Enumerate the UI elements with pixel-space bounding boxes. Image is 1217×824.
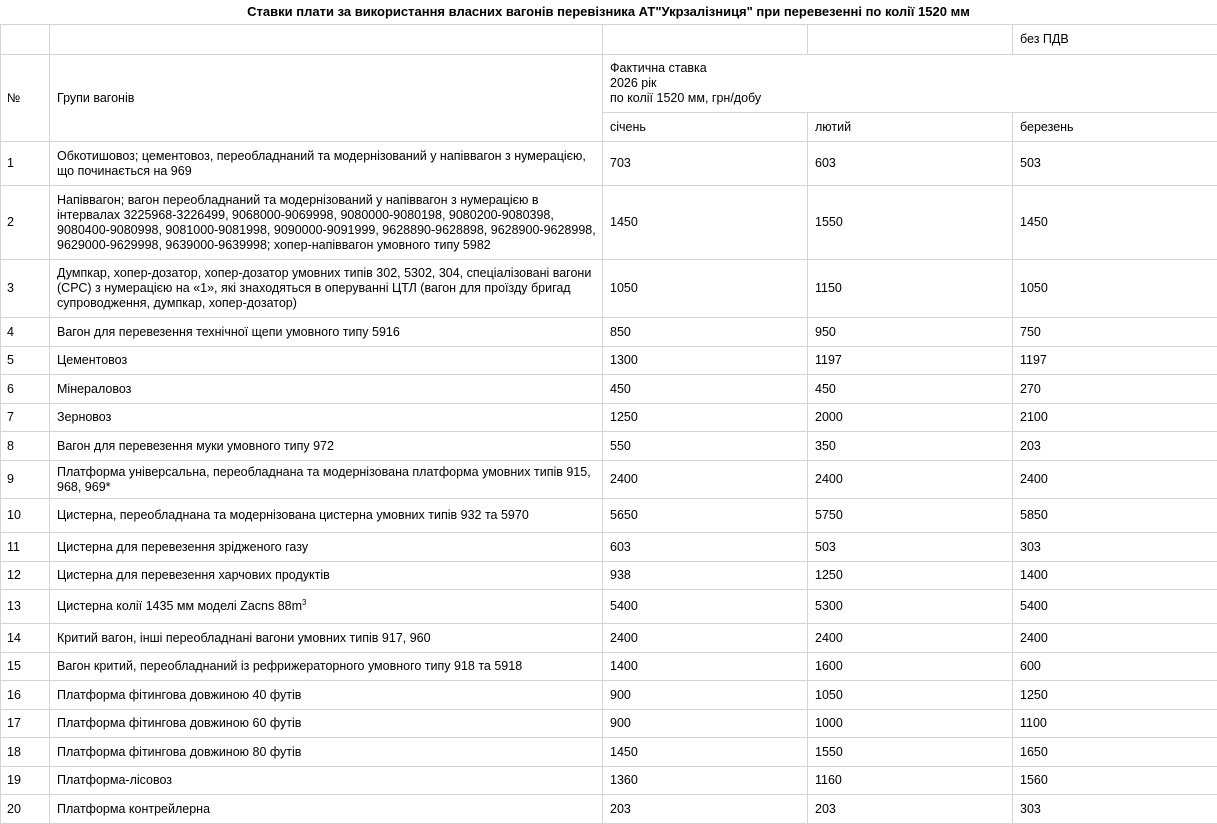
rate-january: 900 — [603, 710, 808, 738]
rate-january: 1450 — [603, 738, 808, 767]
rate-february: 1250 — [808, 562, 1013, 590]
rate-march: 1050 — [1013, 260, 1217, 318]
row-number: 6 — [1, 375, 50, 404]
rate-february: 1160 — [808, 767, 1013, 795]
rate-march: 600 — [1013, 653, 1217, 681]
rate-february: 2400 — [808, 461, 1013, 499]
row-number: 8 — [1, 432, 50, 461]
rate-january: 1050 — [603, 260, 808, 318]
wagon-group-text: Платформа-лісовоз — [57, 773, 172, 787]
rate-january: 450 — [603, 375, 808, 404]
table-row — [1, 432, 1217, 461]
wagon-group-text: Цистерна, переобладнана та модернізована цистерна умовних типів 932 та 5970 — [57, 508, 529, 522]
wagon-group-text: Критий вагон, інші переобладнані вагони умовних типів 917, 960 — [57, 631, 431, 645]
rate-february: 1000 — [808, 710, 1013, 738]
wagon-group-text: Цистерна для перевезення харчових продуктів — [57, 568, 330, 582]
rate-january: 1250 — [603, 404, 808, 432]
unit-superscript: 3 — [302, 598, 306, 607]
rate-february: 2400 — [808, 624, 1013, 653]
wagon-group-text: Платформа фітингова довжиною 80 футів — [57, 745, 301, 759]
rate-february: 350 — [808, 432, 1013, 461]
table-row — [1, 142, 1217, 186]
wagon-group — [50, 533, 603, 562]
header-month-jan: січень — [603, 113, 808, 142]
rate-march: 503 — [1013, 142, 1217, 186]
wagon-group — [50, 767, 603, 795]
row-number: 11 — [1, 533, 50, 562]
wagon-group-text: Цементовоз — [57, 353, 127, 367]
rate-january: 550 — [603, 432, 808, 461]
rate-february: 503 — [808, 533, 1013, 562]
wagon-group — [50, 260, 603, 318]
header-no: № — [1, 55, 50, 142]
rate-january: 5400 — [603, 590, 808, 624]
table-row — [1, 767, 1217, 795]
rate-february: 1050 — [808, 681, 1013, 710]
row-number: 9 — [1, 461, 50, 499]
rate-march: 303 — [1013, 795, 1217, 824]
rate-february: 1550 — [808, 738, 1013, 767]
rate-february: 203 — [808, 795, 1013, 824]
rate-january: 850 — [603, 318, 808, 347]
row-number: 19 — [1, 767, 50, 795]
rate-february: 950 — [808, 318, 1013, 347]
wagon-group — [50, 142, 603, 186]
table-row — [1, 590, 1217, 624]
header-row — [1, 55, 1217, 113]
wagon-group-text: Платформа фітингова довжиною 60 футів — [57, 716, 301, 730]
table-row — [1, 533, 1217, 562]
rate-february: 603 — [808, 142, 1013, 186]
rate-january: 2400 — [603, 624, 808, 653]
table-row — [1, 404, 1217, 432]
rate-february: 5750 — [808, 499, 1013, 533]
rate-february: 1550 — [808, 186, 1013, 260]
header-groups: Групи вагонів — [50, 55, 603, 142]
wagon-group — [50, 590, 603, 624]
wagon-group-text: Вагон для перевезення муки умовного типу 972 — [57, 439, 334, 453]
rate-january: 900 — [603, 681, 808, 710]
rate-march: 1450 — [1013, 186, 1217, 260]
wagon-group — [50, 347, 603, 375]
row-number: 17 — [1, 710, 50, 738]
page-title: Ставки плати за використання власних вагонів перевізника АТ"Укрзалізниця" при перевезенні по колії 1520 мм — [0, 0, 1217, 24]
rate-february: 450 — [808, 375, 1013, 404]
wagon-group — [50, 624, 603, 653]
rate-february: 5300 — [808, 590, 1013, 624]
wagon-group — [50, 404, 603, 432]
rate-january: 203 — [603, 795, 808, 824]
row-number: 16 — [1, 681, 50, 710]
rate-march: 1250 — [1013, 681, 1217, 710]
table-row — [1, 738, 1217, 767]
rate-march: 1197 — [1013, 347, 1217, 375]
table-row — [1, 186, 1217, 260]
rate-march: 1100 — [1013, 710, 1217, 738]
rate-january: 703 — [603, 142, 808, 186]
rate-february: 1150 — [808, 260, 1013, 318]
wagon-group-text: Вагон критий, переобладнаний із рефрижераторного умовного типу 918 та 5918 — [57, 659, 522, 673]
table-row — [1, 681, 1217, 710]
rate-january: 1400 — [603, 653, 808, 681]
table-row — [1, 710, 1217, 738]
table-row — [1, 461, 1217, 499]
rate-march: 1560 — [1013, 767, 1217, 795]
wagon-group-text: Думпкар, хопер-дозатор, хопер-дозатор умовних типів 302, 5302, 304, спеціалізовані вагони (СРС) з нумерацією на «1», які знаходяться в оперуванні ЦТЛ (вагон для проїзду бригад супроводження, думпкар, хопер-дозатор) — [57, 266, 591, 310]
rate-march: 5850 — [1013, 499, 1217, 533]
rate-january: 938 — [603, 562, 808, 590]
row-number: 15 — [1, 653, 50, 681]
wagon-group-text: Мінераловоз — [57, 382, 131, 396]
rate-january: 2400 — [603, 461, 808, 499]
wagon-group-text: Платформа фітингова довжиною 40 футів — [57, 688, 301, 702]
table-row — [1, 375, 1217, 404]
rate-january: 1450 — [603, 186, 808, 260]
rate-january: 1300 — [603, 347, 808, 375]
wagon-group-text: Цистерна колії 1435 мм моделі Zacns 88m — [57, 599, 302, 613]
table-row — [1, 499, 1217, 533]
rate-march: 1650 — [1013, 738, 1217, 767]
row-number: 20 — [1, 795, 50, 824]
row-number: 4 — [1, 318, 50, 347]
header-rate: Фактична ставка 2026 рік по колії 1520 мм, грн/добу — [603, 55, 1217, 113]
rate-march: 5400 — [1013, 590, 1217, 624]
table-row — [1, 260, 1217, 318]
row-number: 3 — [1, 260, 50, 318]
table-row — [1, 795, 1217, 824]
table-row — [1, 624, 1217, 653]
wagon-group — [50, 499, 603, 533]
row-number: 5 — [1, 347, 50, 375]
wagon-group — [50, 432, 603, 461]
wagon-group — [50, 795, 603, 824]
rate-january: 5650 — [603, 499, 808, 533]
rate-march: 203 — [1013, 432, 1217, 461]
rate-march: 750 — [1013, 318, 1217, 347]
row-number: 10 — [1, 499, 50, 533]
vat-note-row — [1, 25, 1217, 55]
rate-february: 1600 — [808, 653, 1013, 681]
rate-february: 1197 — [808, 347, 1013, 375]
rate-march: 2400 — [1013, 461, 1217, 499]
wagon-group — [50, 653, 603, 681]
vat-note: без ПДВ — [1013, 25, 1217, 55]
rate-march: 2400 — [1013, 624, 1217, 653]
wagon-group-text: Платформа контрейлерна — [57, 802, 210, 816]
row-number: 18 — [1, 738, 50, 767]
wagon-group — [50, 318, 603, 347]
wagon-group-text: Цистерна для перевезення зрідженого газу — [57, 540, 308, 554]
row-number: 12 — [1, 562, 50, 590]
table-row — [1, 347, 1217, 375]
row-number: 1 — [1, 142, 50, 186]
wagon-group-text: Обкотишовоз; цементовоз, переобладнаний та модернізований у напіввагон з нумерацією, що починається на 969 — [57, 149, 586, 178]
header-month-feb: лютий — [808, 113, 1013, 142]
wagon-group-text: Платформа універсальна, переобладнана та модернізована платформа умовних типів 915, 968, 969* — [57, 465, 591, 494]
row-number: 7 — [1, 404, 50, 432]
wagon-group — [50, 375, 603, 404]
rate-january: 603 — [603, 533, 808, 562]
wagon-group-text: Зерновоз — [57, 410, 111, 424]
rate-march: 303 — [1013, 533, 1217, 562]
wagon-group-text: Напіввагон; вагон переобладнаний та модернізований у напіввагон з нумерацією в інтервалах 3225968-3226499, 9068000-9069998, 9080000-9080198, 9080200-9080398, 9080400-9080998, 9081000-9081998, 9090000-9091999, 9628890-9628898, 9628900-9628998, 9629000-9629998, 9639000-9639998; хопер-напіввагон умовного типу 5982 — [57, 193, 596, 252]
header-month-mar: березень — [1013, 113, 1217, 142]
rate-march: 270 — [1013, 375, 1217, 404]
wagon-group-text: Вагон для перевезення технічної щепи умовного типу 5916 — [57, 325, 400, 339]
row-number: 13 — [1, 590, 50, 624]
rate-march: 1400 — [1013, 562, 1217, 590]
wagon-group — [50, 738, 603, 767]
rate-march: 2100 — [1013, 404, 1217, 432]
rates-table — [0, 24, 1217, 824]
table-row — [1, 562, 1217, 590]
wagon-group — [50, 186, 603, 260]
wagon-group — [50, 461, 603, 499]
row-number: 2 — [1, 186, 50, 260]
wagon-group — [50, 710, 603, 738]
table-row — [1, 318, 1217, 347]
rate-february: 2000 — [808, 404, 1013, 432]
row-number: 14 — [1, 624, 50, 653]
wagon-group — [50, 681, 603, 710]
rate-january: 1360 — [603, 767, 808, 795]
table-row — [1, 653, 1217, 681]
wagon-group — [50, 562, 603, 590]
